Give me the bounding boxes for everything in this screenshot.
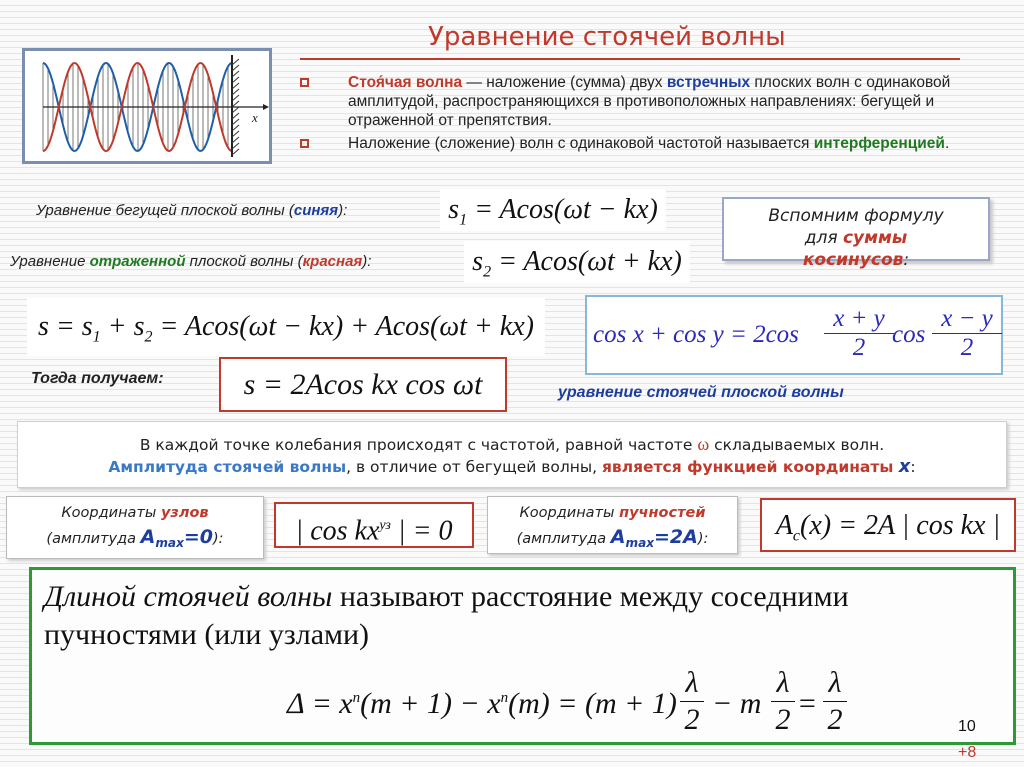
wall-hatch <box>232 125 239 131</box>
definition-text: Длиной стоячей волны называют расстояние между соседними пучностями (или узлами) <box>44 580 849 651</box>
running-wave-label: Уравнение бегущей плоской волны (синяя): <box>36 202 348 219</box>
x-axis-label: x <box>252 110 258 125</box>
then-label: Тогда получаем: <box>31 370 164 387</box>
term-counter: встречных <box>666 74 751 91</box>
wall-hatch <box>232 83 239 89</box>
delta-formula: $\Delta = x^п(m + 1) - x^п(m) = (m + 1)$ $\frac{\lambda}{2}$ − m $\frac{\lambda}{2}$ = $\frac{\lambda}{2}$ <box>287 665 907 745</box>
bullet-text: — наложение (сумма) двух <box>462 74 667 91</box>
wall-hatch <box>232 131 239 137</box>
standing-wave-figure <box>22 48 272 164</box>
result-formula: s = 2Acos kx cos ωt <box>219 357 507 412</box>
antinodes-formula: $A_c(x) = 2A$ | cos kx | <box>760 498 1016 552</box>
x-axis-arrow <box>263 104 269 110</box>
bullet-text: . <box>944 135 950 152</box>
bullet-text: Наложение (сложение) волн с одинаковой частотой называется <box>348 135 814 152</box>
reminder-line: для суммы <box>804 228 908 248</box>
reminder-box <box>722 197 990 270</box>
reflected-wave-formula: $s_2 = Acos(\omega t + kx)$ <box>464 241 690 283</box>
definition-box <box>29 567 1016 745</box>
wall-hatch <box>232 107 239 113</box>
wall-hatch <box>232 89 239 95</box>
wall-hatch <box>232 143 239 149</box>
wall-hatch <box>232 149 239 155</box>
bullet-interference <box>298 134 1013 153</box>
wall-hatch <box>232 59 239 65</box>
running-wave-formula: $s_1 = Acos(\omega t - kx)$ <box>440 189 666 231</box>
nodes-label-box: Координаты узлов (амплитуда $A_{max}=0$): <box>6 496 264 559</box>
wall-hatch <box>232 113 239 119</box>
term-standing-wave: Стоя́чая волна <box>348 74 463 91</box>
cos-mid: cos <box>892 321 926 348</box>
cos-sum-formula <box>585 295 1003 375</box>
title-underline <box>300 58 960 60</box>
page-title: Уравнение стоячей волны <box>428 22 786 52</box>
bullet-marker <box>300 78 309 87</box>
wall-hatch <box>232 77 239 83</box>
fraction-sum: $\frac{x + y}{2}$ <box>824 305 894 362</box>
bullet-list <box>298 73 1013 157</box>
fraction-diff: $\frac{x - y}{2}$ <box>932 305 1002 362</box>
bullet-standing-wave <box>298 73 1013 130</box>
nodes-formula: | $\cos kx^{уз}$ | = 0 <box>274 502 474 548</box>
bullet-text: плоских волн с одинаковой амплитудой, распространяющихся в противоположных направлениях: бегущей и отраженной от препятствия. <box>348 74 951 129</box>
page-extra: +8 <box>958 744 977 761</box>
wall-hatch <box>232 137 239 143</box>
standing-eq-label: уравнение стоячей плоской волны <box>558 384 844 401</box>
info-line1: В каждой точке колебания происходят с частотой, равной частоте ω складываемых волн. <box>139 434 885 454</box>
wall-hatch <box>232 71 239 77</box>
cos-sum-lhs: cos x + cos y = 2cos <box>593 321 799 348</box>
info-line2: Амплитуда стоячей волны, в отличие от бегущей волны, является функцией координаты x: <box>108 456 916 477</box>
reminder-line: Вспомним формулу <box>768 206 944 226</box>
bullet-marker <box>300 139 309 148</box>
page-number: 10 <box>958 718 976 735</box>
reflected-wave-label: Уравнение отраженной плоской волны (красная): <box>10 253 372 270</box>
sum-formula: $s = s_1 + s_2 = Acos(\omega t - kx) + Acos(\omega t + kx)$ <box>27 298 545 356</box>
wall-hatch <box>232 65 239 71</box>
wall-hatch <box>232 95 239 101</box>
wall-hatch <box>232 101 239 107</box>
wall-hatch <box>232 119 239 125</box>
info-box <box>17 421 1007 488</box>
wave-diagram <box>25 51 269 161</box>
reminder-line: косинусов: <box>802 250 910 270</box>
antinodes-label-box: Координаты пучностей (амплитуда $A_{max}=2A$): <box>487 496 738 554</box>
term-interference: интерференцией <box>813 135 945 152</box>
